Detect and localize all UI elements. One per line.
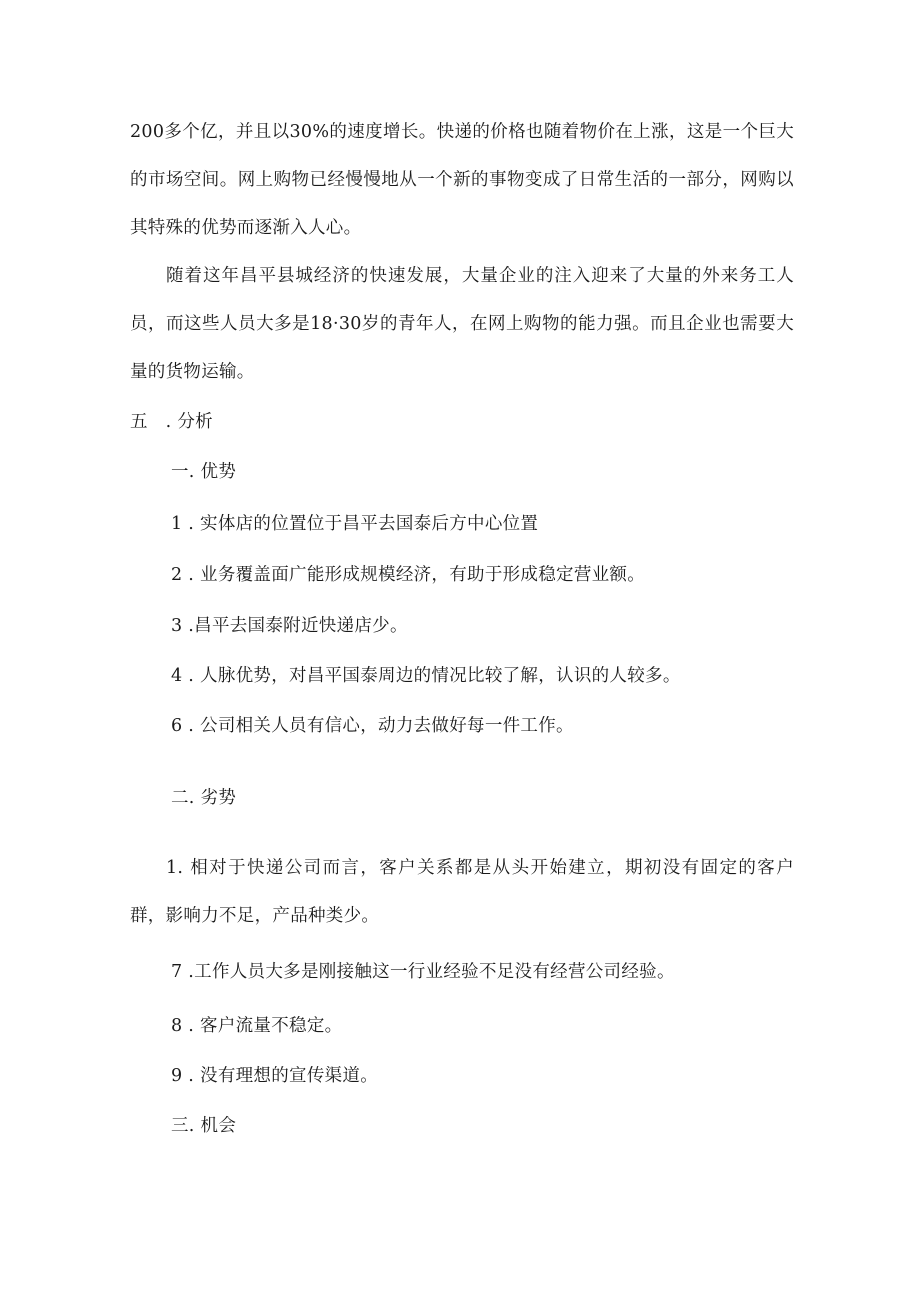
weakness-item: 8 . 客户流量不稳定。: [171, 1016, 343, 1036]
weakness-paragraph: 1. 相对于快递公司而言，客户关系都是从头开始建立，期初没有固定的客户群，影响力不足，产品种类少。: [130, 858, 794, 926]
strength-item: 2 . 业务覆盖面广能形成规模经济，有助于形成稳定营业额。: [171, 565, 646, 585]
strength-item: 4 . 人脉优势，对昌平国泰周边的情况比较了解，认识的人较多。: [171, 666, 681, 686]
weakness-item: 7 .工作人员大多是刚接触这一行业经验不足没有经营公司经验。: [171, 962, 675, 982]
subheading-opportunities: 三. 机会: [171, 1116, 237, 1136]
weakness-item: 9 . 没有理想的宣传渠道。: [171, 1066, 379, 1086]
strength-item: 3 .昌平去国泰附近快递店少。: [171, 616, 408, 636]
subheading-weaknesses: 二. 劣势: [171, 788, 237, 808]
paragraph-market: 200多个亿，并且以30%的速度增长。快递的价格也随着物价在上涨，这是一个巨大的市场空间。网上购物已经慢慢地从一个新的事物变成了日常生活的一部分，网购以其特殊的优势而逐渐入人心。: [130, 122, 794, 238]
strength-item: 1 . 实体店的位置位于昌平去国泰后方中心位置: [171, 514, 539, 534]
subheading-strengths: 一. 优势: [171, 462, 237, 482]
strength-item: 6 . 公司相关人员有信心，动力去做好每一件工作。: [171, 716, 574, 736]
section-heading-analysis: 五 . 分析: [130, 412, 213, 432]
paragraph-changping: 随着这年昌平县城经济的快速发展，大量企业的注入迎来了大量的外来务工人员，而这些人员大多是18·30岁的青年人，在网上购物的能力强。而且企业也需要大量的货物运输。: [130, 266, 794, 382]
